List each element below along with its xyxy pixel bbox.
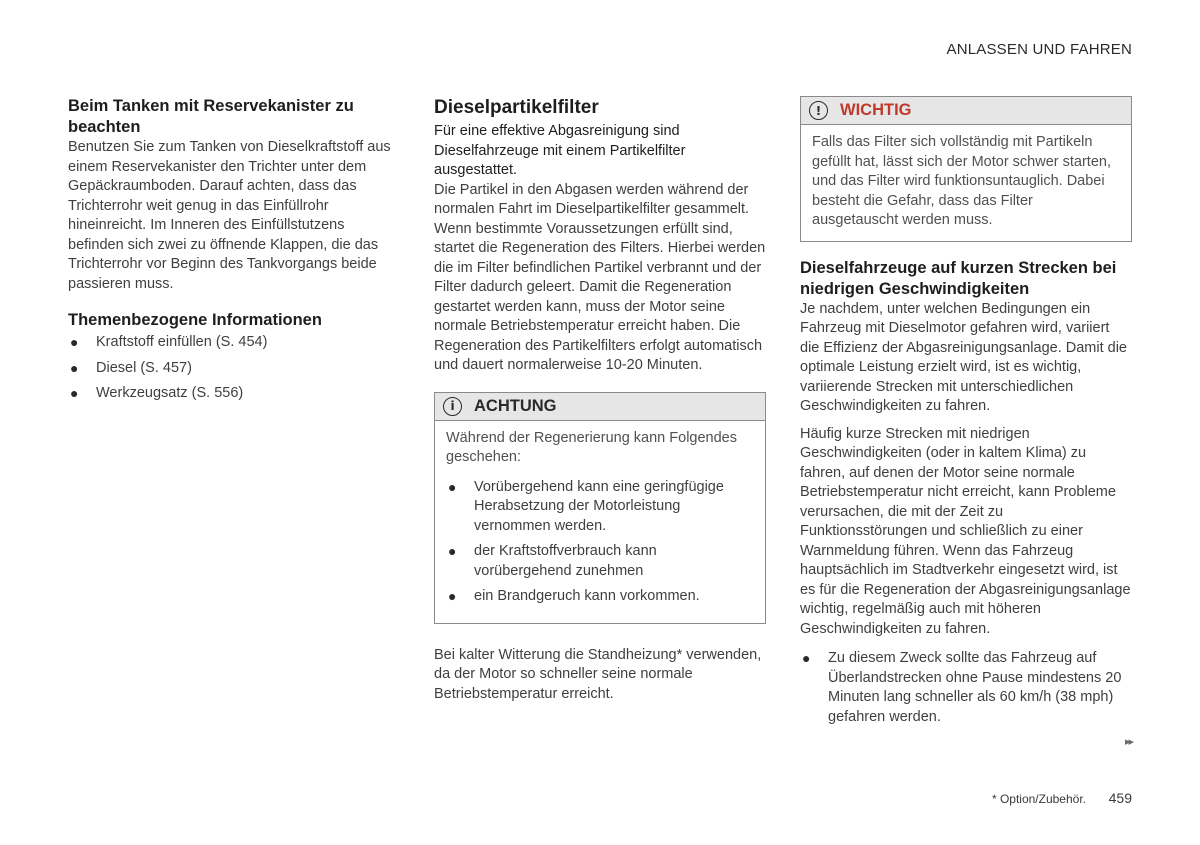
warning-title: WICHTIG <box>840 101 912 119</box>
notice-list <box>446 478 755 607</box>
short-trips-heading: Dieselfahrzeuge auf kurzen Strecken bei niedrigen Geschwindigkeiten <box>800 258 1117 298</box>
particle-filter-heading: Dieselpartikelfilter <box>434 97 599 118</box>
section-header: ANLASSEN UND FAHREN <box>946 41 1132 58</box>
column-2 <box>434 96 766 704</box>
exclamation-icon: ! <box>809 101 828 120</box>
list-item: ● Vorübergehend kann eine geringfügige Herabsetzung der Motorleistung vernommen werden. <box>448 478 724 534</box>
related-info-heading: Themenbezogene Informationen <box>68 311 322 329</box>
warning-box-header <box>801 97 1131 125</box>
bullet-icon: ● <box>448 543 457 559</box>
list-item[interactable]: ● Werkzeugsatz (S. 556) <box>68 384 402 404</box>
continue-arrows-icon: ▸▸ <box>1124 736 1132 748</box>
cold-weather-note: Bei kalter Witterung die Standheizung* verwenden, da der Motor so schneller seine normale Betriebstemperatur erreicht. <box>434 646 762 702</box>
particle-filter-lead: Für eine effektive Abgasreinigung sind Dieselfahrzeuge mit einem Partikelfilter ausgestattet. <box>434 123 686 178</box>
short-trips-para-2: Häufig kurze Strecken mit niedrigen Geschwindigkeiten (oder in kaltem Klima) zu fahren, auf denen der Motor seine normale Betriebstemperatur nicht erreicht, kann Probleme verursachen, die mit der Zeit zu Funktionsstörungen und schließlich zu einer Warnmeldung führen. Wenn das Fahrzeug hauptsächlich im Stadtverkehr eingesetzt wird, ist es für die Regeneration der Abgasreinigungsanlage wichtig, regelmäßig auch mit höheren Geschwindigkeiten zu fahren. <box>800 425 1131 637</box>
bullet-icon: ● <box>448 588 457 604</box>
short-trips-list <box>800 649 1132 727</box>
notice-intro: Während der Regenerierung kann Folgendes geschehen: <box>446 429 737 465</box>
footnote: * Option/Zubehör. <box>991 792 1086 806</box>
bullet-icon: ● <box>802 650 811 666</box>
notice-box-body <box>435 421 765 623</box>
notice-box-header <box>435 393 765 421</box>
list-item: ● der Kraftstoffverbrauch kann vorübergehend zunehmen <box>448 543 657 579</box>
bullet-icon: ● <box>70 334 79 350</box>
list-item: ● Zu diesem Zweck sollte das Fahrzeug auf Überlandstrecken ohne Pause mindestens 20 Minuten lang schneller als 60 km/h (38 mph) gefahren werden. <box>802 650 1122 725</box>
particle-filter-body: Die Partikel in den Abgasen werden während der normalen Fahrt im Dieselpartikelfilter gesammelt. Wenn bestimmte Voraussetzungen erfüllt sind, startet die Regeneration des Filters. Hierbei werden die im Filter befindlichen Partikel verbrannt und der Filter dadurch geleert. Damit die Regeneration gestartet werden kann, muss der Motor seine normale Betriebstemperatur erreicht haben. Die Regeneration des Partikelfilters erfolgt automatisch und dauert normalerweise 10-20 Minuten. <box>434 181 766 373</box>
related-info-list <box>68 333 402 404</box>
refueling-heading: Beim Tanken mit Reservekanister zu beachten <box>68 97 354 136</box>
warning-body: Falls das Filter sich vollständig mit Partikeln gefüllt hat, lässt sich der Motor schwer starten, und das Filter wird funktionsuntauglich. Dabei besteht die Gefahr, dass das Filter ausgetauscht werden muss. <box>812 134 1111 228</box>
bullet-icon: ● <box>70 385 79 401</box>
column-3 <box>800 96 1132 733</box>
info-icon: i <box>443 397 462 416</box>
list-item[interactable]: ● Diesel (S. 457) <box>68 359 402 379</box>
page-number: 459 <box>1108 790 1132 806</box>
bullet-icon: ● <box>448 478 457 495</box>
notice-box <box>434 392 766 624</box>
warning-box-body <box>801 125 1131 241</box>
refueling-body: Benutzen Sie zum Tanken von Dieselkraftstoff aus einem Reservekanister den Trichter unter dem Gepäckraumboden. Darauf achten, dass das Trichterrohr weit genug in das Einfüllrohr hineinreicht. Im Inneren des Einfüllstutzens befinden sich zwei zu öffnende Klappen, die das Trichterrohr vor Beginn des Tankvorgangs beide passieren muss. <box>68 139 391 292</box>
list-item[interactable]: ● Kraftstoff einfüllen (S. 454) <box>68 333 402 353</box>
column-1 <box>68 96 402 410</box>
bullet-icon: ● <box>70 359 79 376</box>
warning-box <box>800 96 1132 242</box>
list-item: ● ein Brandgeruch kann vorkommen. <box>446 587 755 607</box>
short-trips-para-1: Je nachdem, unter welchen Bedingungen ein Fahrzeug mit Dieselmotor gefahren wird, variiert die Effizienz der Abgasreinigungsanlage. Damit die optimale Leistung erzielt wird, ist es wichtig, variierende Strecken mit unterschiedlichen Geschwindigkeiten zu fahren. <box>800 300 1127 414</box>
notice-title: ACHTUNG <box>474 396 557 415</box>
